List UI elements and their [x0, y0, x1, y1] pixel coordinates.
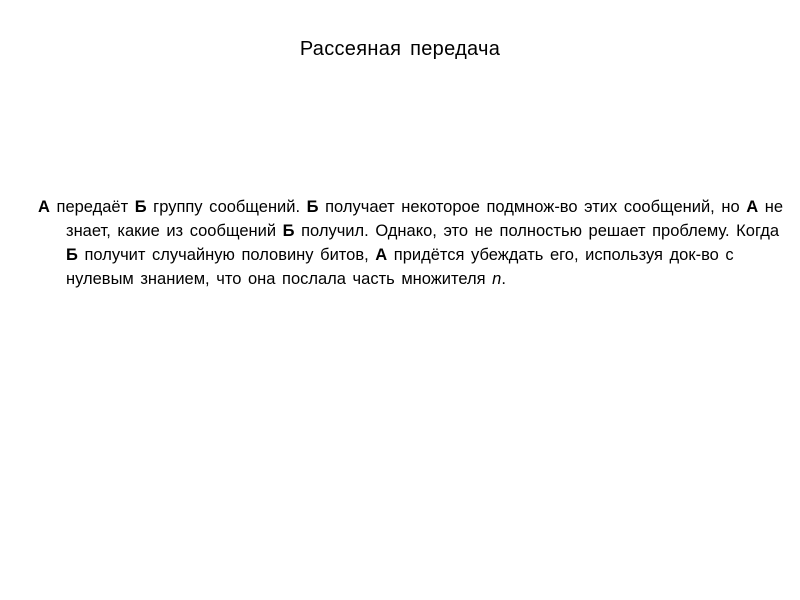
- party-b: Б: [282, 222, 295, 240]
- text-segment: группу сообщений.: [146, 198, 307, 216]
- text-segment: получает некоторое подмнож-во этих сообщений, но: [318, 198, 747, 216]
- text-segment: получит случайную половину битов,: [77, 246, 376, 264]
- text-segment: придётся убеждать его, используя док-во с нулевым знанием, что она послала часть множителя: [66, 246, 734, 288]
- text-segment: передаёт: [49, 198, 135, 216]
- text-segment: не знает, какие из сообщений: [66, 198, 784, 240]
- party-a: А: [746, 198, 759, 216]
- party-a: А: [375, 246, 388, 264]
- party-b: Б: [306, 198, 319, 216]
- party-a: А: [38, 198, 50, 216]
- slide-title: Рассеяная передача: [299, 38, 501, 60]
- text-segment: получил. Однако, это не полностью решает проблему. Когда: [294, 222, 780, 240]
- slide-body-paragraph: [38, 195, 784, 291]
- party-b: Б: [66, 246, 78, 264]
- variable-n: n: [492, 270, 502, 288]
- text-segment: .: [501, 270, 506, 288]
- party-b: Б: [134, 198, 147, 216]
